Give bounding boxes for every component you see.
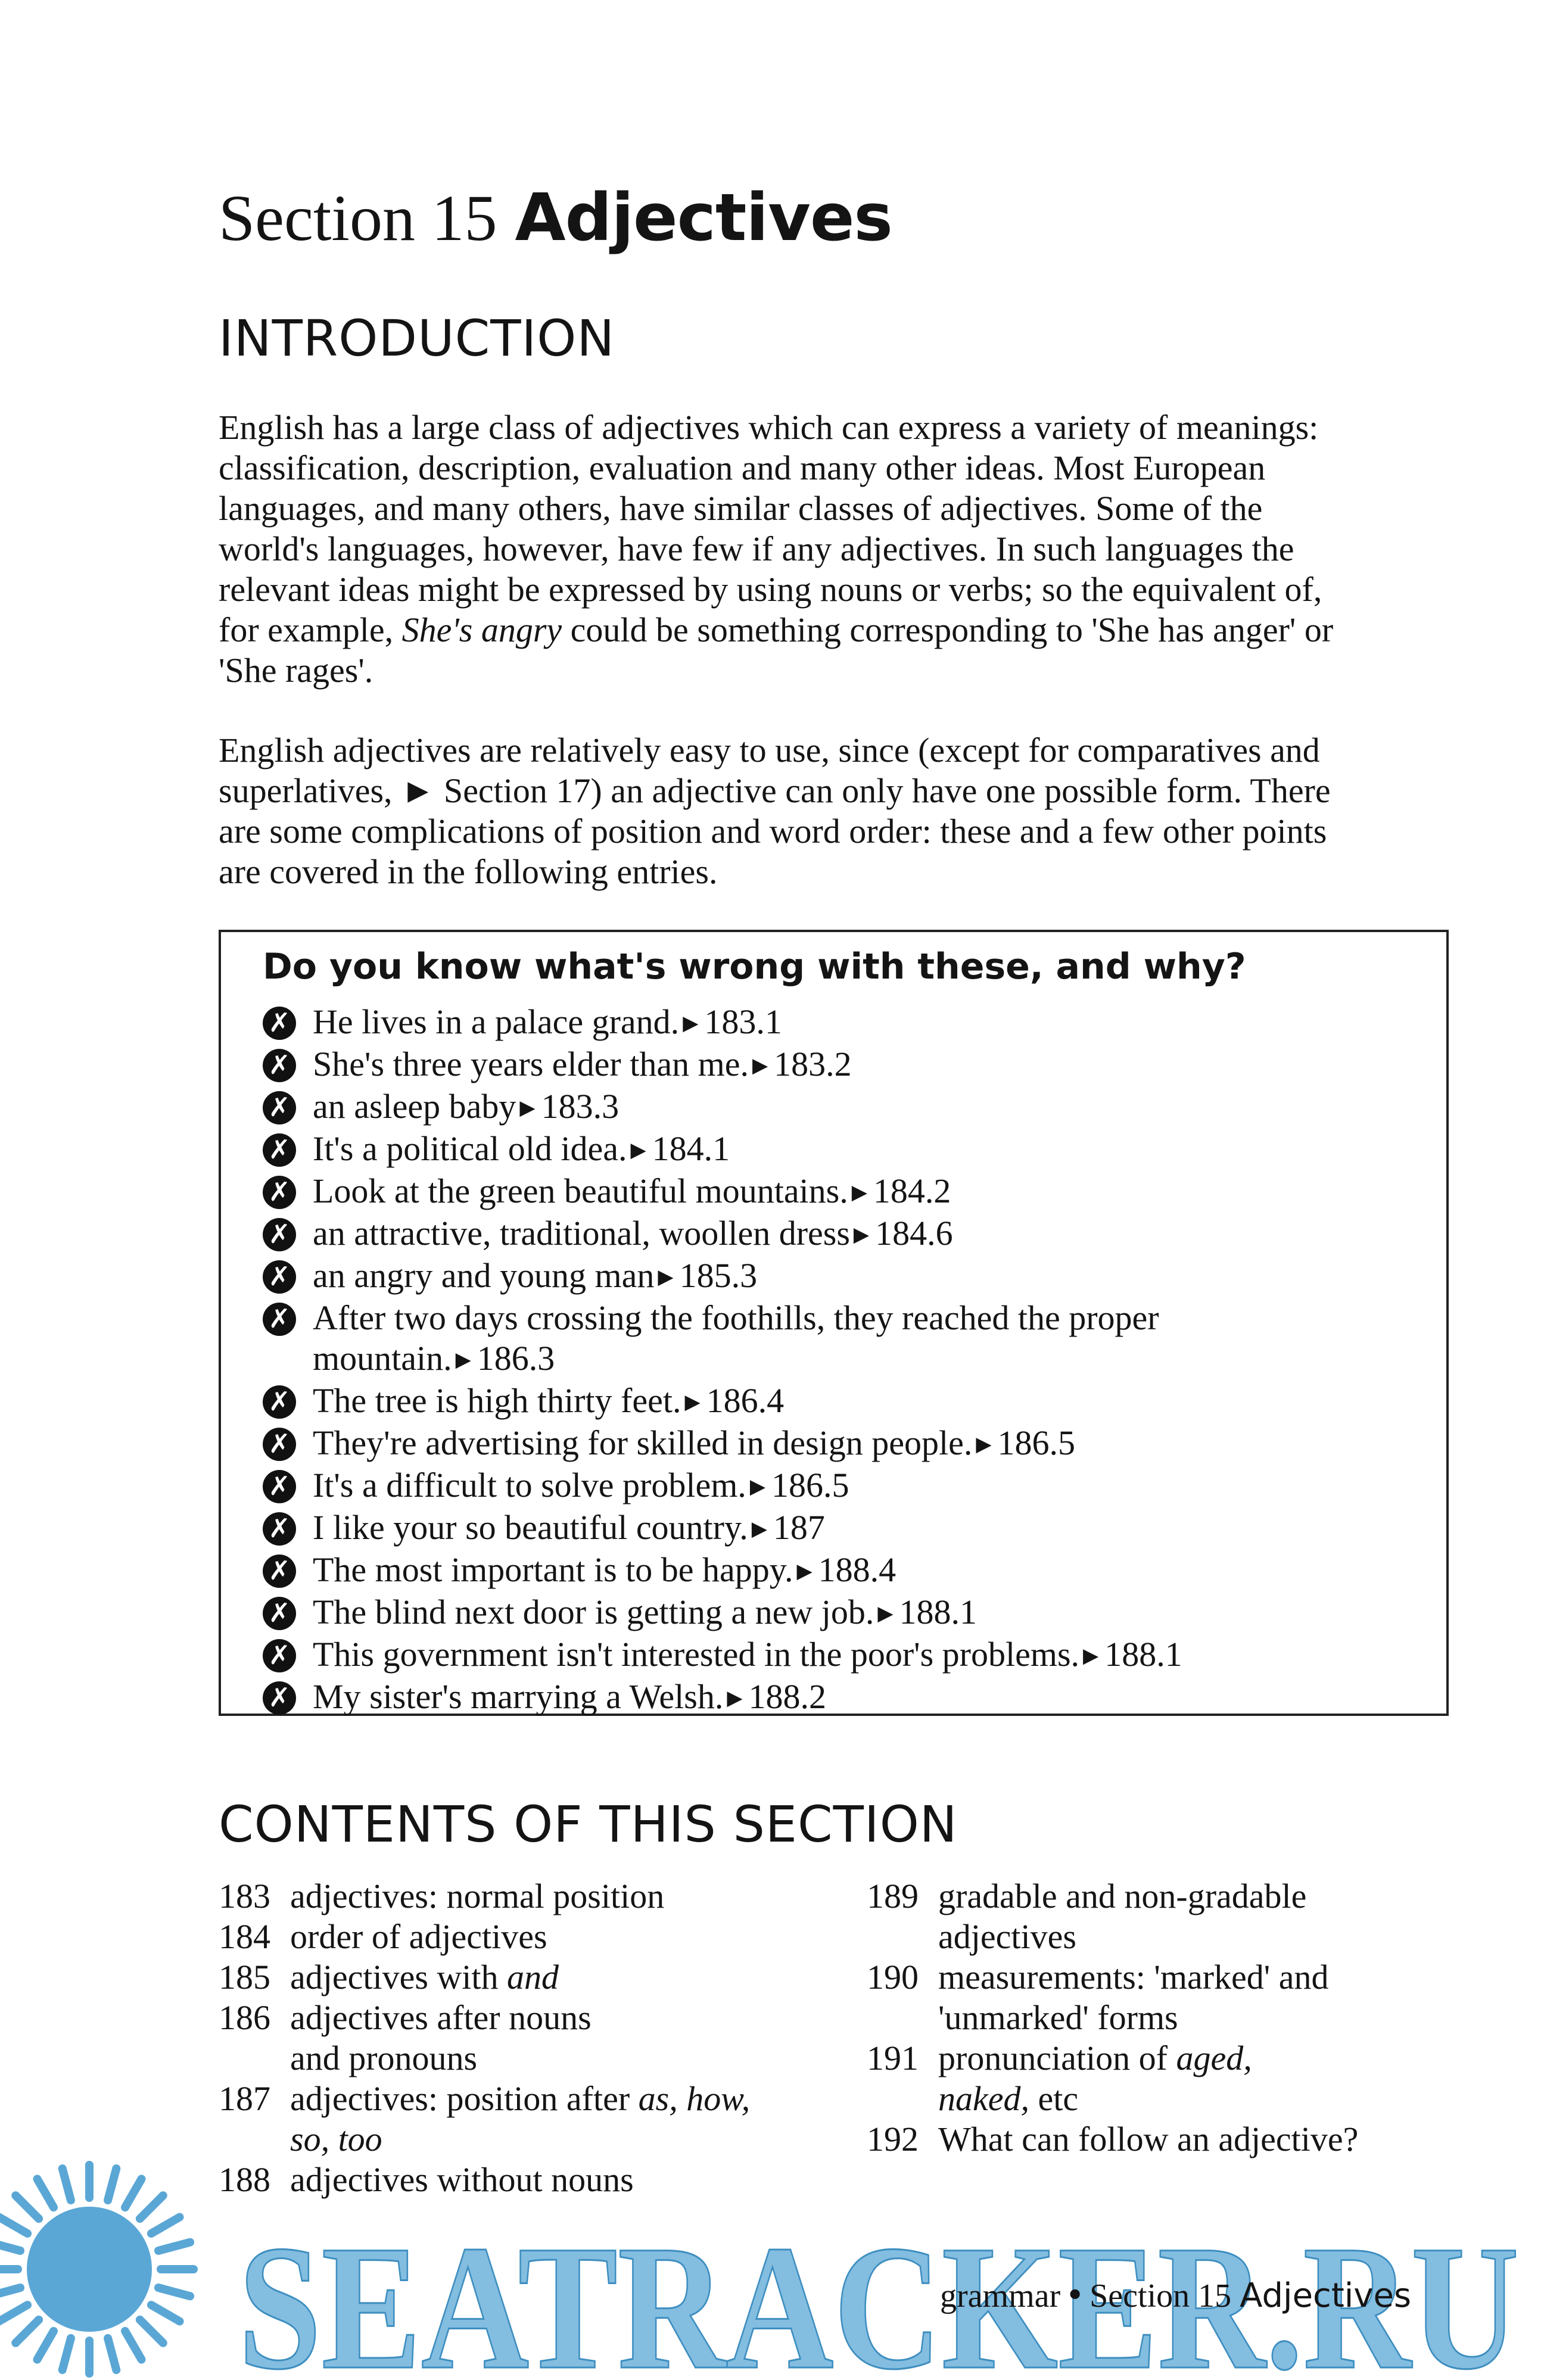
entry-title	[290, 1876, 664, 1917]
sun-ray	[63, 2338, 71, 2370]
text-run: order of adjectives	[290, 1917, 547, 1956]
sun-ray	[108, 2338, 116, 2370]
error-item	[263, 1044, 1182, 1086]
error-item	[263, 1171, 1182, 1213]
wrong-x-icon: ✗	[263, 1049, 296, 1082]
error-text: an attractive, traditional, woollen dress	[313, 1214, 850, 1253]
cross-reference-link[interactable]: 188.1	[1104, 1635, 1182, 1674]
entry-title	[938, 2038, 1252, 2119]
entry-number: 186	[219, 1998, 270, 2037]
wrong-x-icon: ✗	[263, 1007, 296, 1040]
page-footer	[940, 2275, 1411, 2317]
sun-ray	[125, 2331, 142, 2360]
wrong-x-icon: ✗	[263, 1597, 296, 1630]
error-item	[263, 1086, 1182, 1129]
error-item	[263, 1507, 1182, 1550]
error-text: an angry and young man	[313, 1256, 655, 1295]
text-line: superlatives, ► Section 17) an adjective can only have one possible form. There	[219, 771, 1331, 810]
error-item	[263, 1423, 1182, 1465]
arrow-icon: ▶	[749, 1476, 765, 1498]
error-text: After two days crossing the foothills, they reached the proper	[313, 1298, 1159, 1337]
arrow-icon: ▶	[455, 1349, 471, 1371]
arrow-icon: ▶	[976, 1434, 992, 1456]
error-text: The blind next door is getting a new job.	[313, 1593, 874, 1631]
error-item	[263, 1550, 1182, 1592]
sun-ray	[151, 2305, 180, 2322]
wrong-x-icon: ✗	[263, 1303, 296, 1336]
wrong-x-icon: ✗	[263, 1681, 296, 1715]
entry-number: 183	[219, 1877, 270, 1915]
error-item	[263, 1381, 1182, 1423]
text-run: 'unmarked' forms	[938, 1998, 1178, 2037]
quiz-title: Do you know what's wrong with these, and why?	[263, 946, 1246, 987]
entry-number: 185	[219, 1958, 270, 1996]
intro-heading: INTRODUCTION	[219, 309, 615, 367]
cross-reference-link[interactable]: 184.6	[875, 1214, 953, 1253]
watermark-text: SEATRACKER.RU	[238, 2208, 1519, 2380]
text-line: classification, description, evaluation and many other ideas. Most European	[219, 448, 1266, 487]
text-run: could be something corresponding to 'She has anger' or	[562, 610, 1334, 649]
text-run: measurements: 'marked' and	[938, 1958, 1329, 1996]
text-run: pronunciation of	[938, 2039, 1176, 2077]
intro-paragraph-1	[219, 407, 1458, 691]
arrow-icon: ▶	[684, 1391, 701, 1413]
entry-title	[938, 1957, 1328, 2038]
sun-logo-icon	[0, 2165, 194, 2373]
page-title	[219, 173, 892, 263]
cross-reference-link[interactable]: 186.4	[706, 1381, 785, 1420]
text-run: gradable and non-gradable	[938, 1877, 1307, 1915]
arrow-icon: ▶	[851, 1182, 867, 1204]
text-line	[290, 1957, 559, 1998]
error-text: She's three years elder than me.	[313, 1045, 749, 1083]
error-text: It's a political old idea.	[313, 1129, 627, 1168]
entry-number: 188	[219, 2160, 270, 2199]
text-line	[219, 610, 1458, 650]
text-run: adjectives: position after	[290, 2079, 639, 2118]
sun-ray	[151, 2217, 180, 2234]
sun-ray	[38, 2331, 54, 2360]
arrow-icon: ▶	[683, 1013, 699, 1035]
arrow-icon: ▶	[752, 1055, 768, 1077]
error-text: They're advertising for skilled in design people.	[313, 1423, 973, 1462]
sun-ray	[15, 2195, 39, 2219]
italic-word: aged,	[1176, 2039, 1252, 2077]
error-text: The tree is high thirty feet.	[313, 1381, 681, 1420]
error-text: It's a difficult to solve problem.	[313, 1466, 746, 1504]
error-item	[263, 1592, 1182, 1634]
error-list	[263, 1002, 1182, 1719]
bullet-icon: •	[1065, 2276, 1085, 2315]
quiz-box	[219, 930, 1449, 1716]
wrong-x-icon: ✗	[263, 1176, 296, 1209]
wrong-x-icon: ✗	[263, 1470, 296, 1503]
arrow-icon: ▶	[658, 1266, 674, 1288]
watermark	[0, 2132, 1544, 2380]
italic-word: and	[507, 1958, 559, 1996]
entry-number: 191	[867, 2039, 919, 2077]
arrow-icon: ▶	[630, 1139, 646, 1161]
text-line: languages, and many others, have similar classes of adjectives. Some of the	[219, 489, 1263, 528]
footer-section: Section 15	[1089, 2278, 1232, 2314]
text-run: adjectives after nouns	[290, 1998, 592, 2037]
text-line: English has a large class of adjectives which can express a variety of meanings:	[219, 408, 1319, 447]
cross-reference-link[interactable]: 186.5	[997, 1423, 1075, 1462]
wrong-x-icon: ✗	[263, 1428, 296, 1461]
sun-ray	[15, 2320, 39, 2343]
text-line: relevant ideas might be expressed by using nouns or verbs; so the equivalent of,	[219, 570, 1322, 609]
cross-reference-link[interactable]: 183.1	[704, 1002, 782, 1041]
text-line: world's languages, however, have few if any adjectives. In such languages the	[219, 529, 1294, 568]
sun-ray	[125, 2179, 142, 2207]
arrow-icon: ▶	[853, 1224, 870, 1246]
error-text: an asleep baby	[313, 1087, 516, 1126]
wrong-x-icon: ✗	[263, 1091, 296, 1124]
entry-title	[938, 1876, 1306, 1957]
error-text: He lives in a palace grand.	[313, 1002, 680, 1041]
text-run: What can follow an adjective?	[938, 2120, 1359, 2158]
cross-reference-link[interactable]: 186.5	[771, 1466, 849, 1504]
sun-ray	[108, 2169, 116, 2200]
error-item	[263, 1677, 1182, 1719]
error-item	[263, 1213, 1182, 1256]
cross-reference-link[interactable]: 183.2	[774, 1045, 852, 1083]
text-line: English adjectives are relatively easy to use, since (except for comparatives and	[219, 731, 1320, 770]
intro-paragraph-2	[219, 730, 1458, 892]
error-item	[263, 1256, 1182, 1298]
error-text: My sister's marrying a Welsh.	[313, 1677, 724, 1716]
wrong-x-icon: ✗	[263, 1385, 296, 1419]
error-item	[263, 1298, 1182, 1381]
sun-ray	[0, 2288, 20, 2296]
cross-reference-link[interactable]: 187	[773, 1508, 825, 1547]
text-run: adjectives	[938, 1917, 1076, 1956]
text-line: are some complications of position and word order: these and a few other points	[219, 812, 1327, 851]
sun-ray	[63, 2169, 71, 2200]
wrong-x-icon: ✗	[263, 1639, 296, 1672]
wrong-x-icon: ✗	[263, 1512, 296, 1546]
sun-ray	[140, 2320, 163, 2343]
sun-ray	[38, 2179, 54, 2207]
wrong-x-icon: ✗	[263, 1260, 296, 1294]
text-line: are covered in the following entries.	[219, 852, 718, 891]
sun-ray	[0, 2305, 27, 2322]
error-text: This government isn't interested in the poor's problems.	[313, 1635, 1080, 1674]
text-run: for example,	[219, 610, 402, 649]
entry-number: 187	[219, 2079, 270, 2118]
text-line	[290, 2079, 750, 2119]
text-run: adjectives: normal position	[290, 1877, 665, 1915]
error-item	[263, 1002, 1182, 1044]
sun-ray	[0, 2242, 20, 2251]
error-item	[263, 1129, 1182, 1171]
arrow-icon: ▶	[1083, 1645, 1099, 1667]
text-line	[938, 2079, 1252, 2119]
wrong-x-icon: ✗	[263, 1555, 296, 1588]
text-run: and pronouns	[290, 2039, 478, 2077]
entry-number: 190	[867, 1958, 919, 1996]
italic-word: naked,	[938, 2079, 1029, 2118]
cross-reference-link[interactable]: 188.2	[748, 1677, 827, 1716]
entry-number: 192	[867, 2120, 919, 2158]
cross-reference-link[interactable]: 186.3	[477, 1339, 555, 1378]
italic-words: so, too	[290, 2120, 382, 2158]
arrow-icon: ▶	[519, 1097, 536, 1119]
italic-words: as, how,	[638, 2079, 751, 2118]
error-text: I like your so beautiful country.	[313, 1508, 748, 1547]
cross-reference-link[interactable]: 188.1	[899, 1593, 977, 1631]
error-text-continued: mountain.	[313, 1339, 452, 1378]
sun-ray	[158, 2242, 190, 2251]
cross-reference-link[interactable]: 184.2	[873, 1172, 951, 1210]
entry-title	[290, 1998, 592, 2079]
arrow-icon: ▶	[727, 1687, 743, 1709]
error-text: The most important is to be happy.	[313, 1550, 793, 1589]
contents-heading: CONTENTS OF THIS SECTION	[219, 1795, 958, 1853]
arrow-icon: ▶	[796, 1560, 813, 1582]
text-line	[938, 2038, 1252, 2079]
sun-ray	[0, 2217, 27, 2234]
entry-number: 189	[867, 1877, 919, 1915]
section-label: Section 15	[219, 182, 497, 254]
entry-title	[290, 1917, 547, 1957]
wrong-x-icon: ✗	[263, 1218, 296, 1251]
arrow-icon: ▶	[877, 1603, 894, 1625]
text-line: 'She rages'.	[219, 651, 373, 690]
cross-reference-link[interactable]: 184.1	[652, 1129, 730, 1168]
wrong-x-icon: ✗	[263, 1133, 296, 1167]
entry-title	[290, 1957, 559, 1998]
cross-reference-link[interactable]: 185.3	[679, 1256, 758, 1295]
sun-ray	[158, 2288, 190, 2296]
error-text: Look at the green beautiful mountains.	[313, 1172, 848, 1210]
cross-reference-link[interactable]: 188.4	[818, 1550, 896, 1589]
section-title: Adjectives	[515, 179, 892, 256]
text-run: adjectives with	[290, 1958, 508, 1996]
footer-title: Adjectives	[1240, 2276, 1412, 2315]
italic-example: She's angry	[401, 610, 562, 649]
error-item	[263, 1465, 1182, 1507]
text-run: etc	[1029, 2079, 1079, 2118]
error-item	[263, 1634, 1182, 1677]
footer-book: grammar	[940, 2278, 1061, 2314]
sun-ray	[140, 2195, 163, 2219]
arrow-icon: ▶	[751, 1518, 767, 1540]
cross-reference-link[interactable]: 183.3	[541, 1087, 620, 1126]
text-run: adjectives without nouns	[290, 2160, 634, 2199]
entry-number: 184	[219, 1917, 270, 1956]
